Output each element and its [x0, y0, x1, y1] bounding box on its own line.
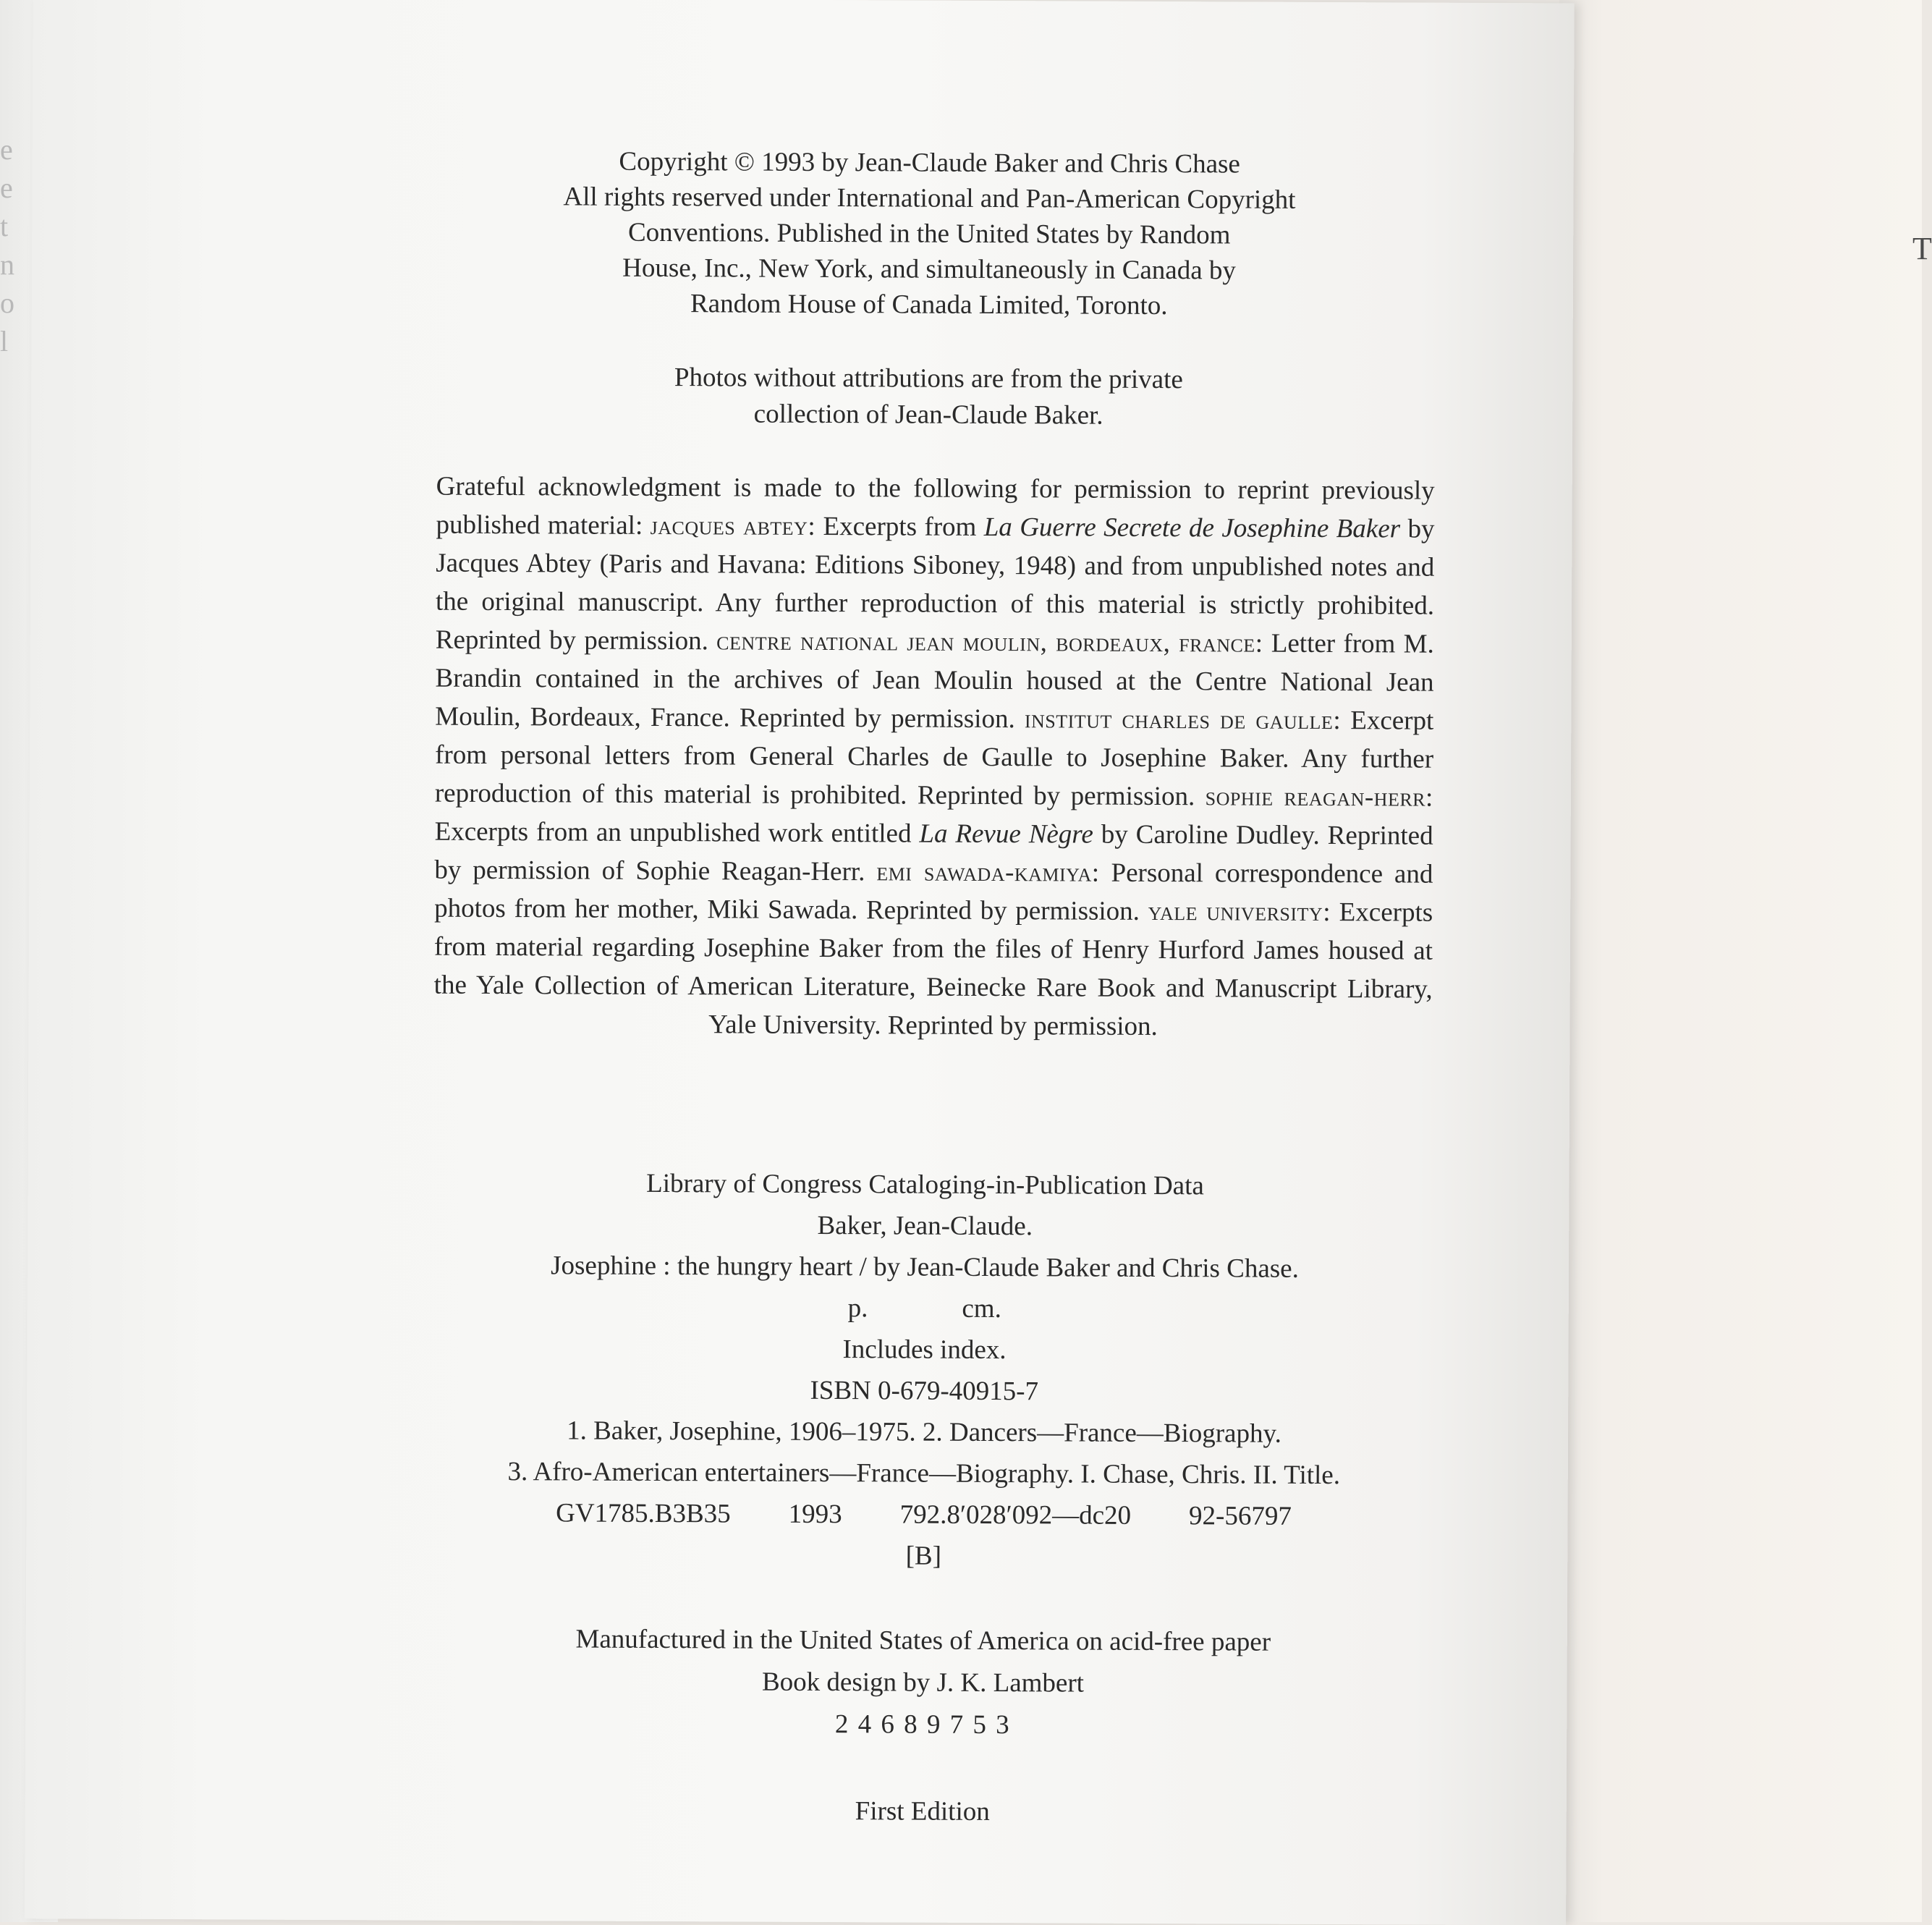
cip-index-note: Includes index. — [842, 1334, 1007, 1366]
credit-name: emi sawada-kamiya: — [876, 857, 1100, 888]
first-edition-label: First Edition — [855, 1796, 990, 1827]
manufactured-note: Manufactured in the United States of America on acid-free paper — [575, 1624, 1271, 1657]
credit-name: sophie reagan-herr: — [1205, 782, 1433, 813]
copyright-line: All rights reserved under International and Pan-American Copyright — [563, 182, 1296, 215]
left-page-edge-text: e e t n o l — [0, 133, 14, 358]
cip-subjects: 3. Afro-American entertainers—France—Biography. I. Chase, Chris. II. Title. — [507, 1457, 1341, 1491]
cip-author: Baker, Jean-Claude. — [817, 1210, 1033, 1242]
cip-block — [507, 1162, 1342, 1578]
photo-credit-line: collection of Jean-Claude Baker. — [753, 399, 1103, 431]
edition-note — [855, 1793, 990, 1830]
copyright-block — [563, 143, 1296, 323]
credit-name: jacques abtey: — [650, 510, 816, 541]
cip-lccn: 92-56797 — [1189, 1501, 1292, 1531]
right-page-edge-letter: T — [1912, 231, 1932, 266]
cip-dewey: 792.8′028′092—dc20 — [899, 1499, 1132, 1531]
cip-classification-row — [507, 1492, 1340, 1537]
cip-physical: p. cm. — [847, 1293, 1001, 1324]
cip-title: Josephine : the hungry heart / by Jean-Claude Baker and Chris Chase. — [551, 1251, 1299, 1284]
acknowledgment-paragraph: Grateful acknowledgment is made to the following for permission to reprint previously published material: jacques abtey: Excerpts from La Guerre Secrete de Josephine Baker by Jacques Abtey (Paris and Havana: Editions Siboney, 1948) and from unpublished notes and the original manuscript. Any further reproduction of this material is strictly prohibited. Reprinted by permission. centre national jean moulin, bordeaux, france: Letter from M. Brandin contained in the archives of Jean Moulin housed at the Centre National Jean Moulin, Bordeaux, France. Reprinted by permission. institut charles de gaulle: Excerpt from personal letters from General Charles de Gaulle to Josephine Baker. Any further reproduction of this material is prohibited. Reprinted by permission. sophie reagan-herr: Excerpts from an unpublished work entitled La Revue Nègre by Caroline Dudley. Reprinted by permission of Sophie Reagan-Herr. emi sawada-kamiya: Personal correspondence and photos from her mother, Miki Sawada. Reprinted by permission. yale university: Excerpts from material regarding Josephine Baker from the files of Henry Hurford James housed at the Yale Collection of American Literature, Beinecke Rare Book and Manuscript Library, Yale University. Reprinted by permission. — [433, 471, 1435, 1042]
book-title: La Guerre Secrete de Josephine Baker — [983, 512, 1401, 544]
copyright-line: Copyright © 1993 by Jean-Claude Baker and Chris Chase — [619, 146, 1240, 179]
copyright-line: Random House of Canada Limited, Toronto. — [690, 289, 1168, 321]
copyright-page — [25, 0, 1575, 1925]
cip-heading: Library of Congress Cataloging-in-Publication Data — [646, 1168, 1204, 1201]
cip-classification: GV1785.B3B35 — [556, 1498, 731, 1529]
cip-isbn: ISBN 0-679-40915-7 — [810, 1375, 1039, 1407]
photo-credit-block — [674, 360, 1183, 434]
credit-name: institut charles de gaulle: — [1024, 704, 1342, 736]
book-design-credit: Book design by J. K. Lambert — [761, 1667, 1085, 1698]
copyright-line: House, Inc., New York, and simultaneously in Canada by — [622, 253, 1237, 286]
cip-subjects: 1. Baker, Josephine, 1906–1975. 2. Dancers—France—Biography. — [567, 1416, 1281, 1449]
cip-year: 1993 — [788, 1499, 842, 1530]
copyright-line: Conventions. Published in the United States by Random — [627, 217, 1231, 250]
right-page-edge — [1559, 0, 1932, 1922]
book-title: La Revue Nègre — [919, 818, 1093, 850]
cip-code: [B] — [905, 1541, 942, 1571]
photo-credit-line: Photos without attributions are from the private — [674, 363, 1183, 395]
credit-name: yale university: — [1148, 896, 1331, 928]
manufacture-block — [575, 1619, 1271, 1748]
credit-name: centre national jean moulin, bordeaux, france: — [716, 626, 1263, 659]
printing-line: 2 4 6 8 9 7 5 3 — [834, 1709, 1011, 1740]
